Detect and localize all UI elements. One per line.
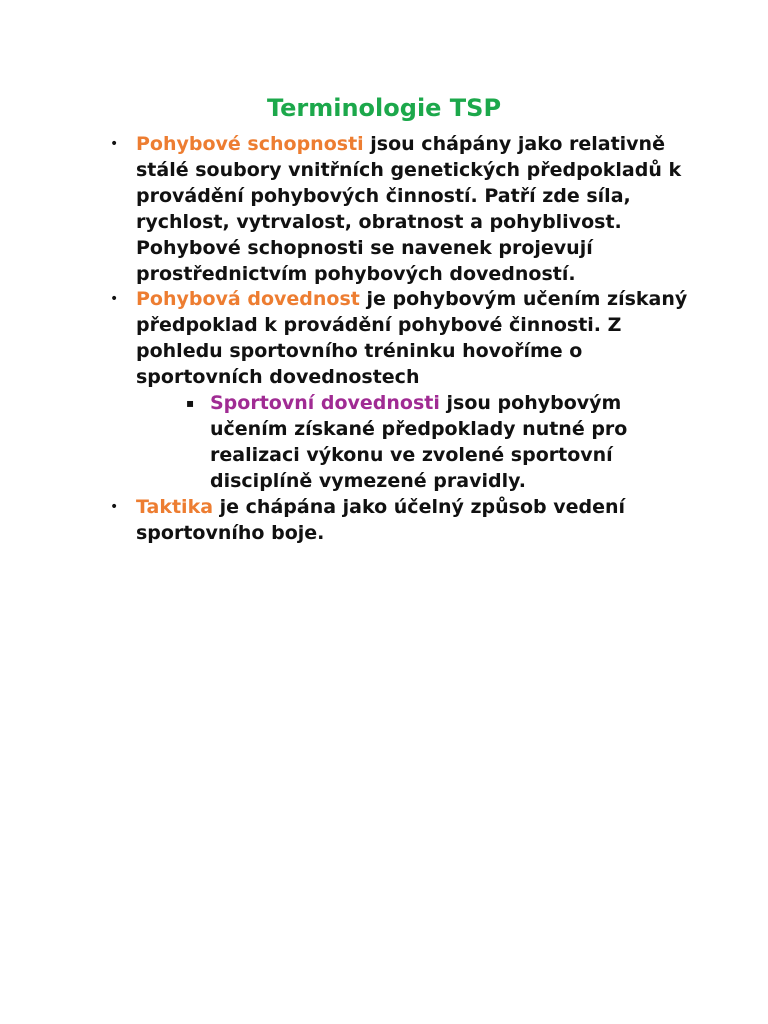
term-highlight: Sportovní dovednosti [210,392,440,415]
bullet-icon: • [110,136,119,152]
bullet-list [0,132,768,547]
square-bullet-icon: ▪ [186,396,195,411]
term-highlight: Pohybové schopnosti [136,133,364,155]
bullet-icon: • [110,291,119,308]
page-title: Terminologie TSP [266,94,502,122]
term-highlight: Pohybová dovednost [136,288,360,311]
list-item [0,495,696,547]
list-item [0,132,696,287]
list-item [0,287,696,391]
term-definition: jsou chápány jako relativně stálé soubory vnitřních genetických předpokladů k provádění pohybových činností. Patří zde síla, rychlost, vytrvalost, obratnost a pohyblivost. Pohybové schopnosti se navenek projevují prostřednictvím pohybových dovedností. [136,133,682,285]
term-definition: jsou pohybovým učením získané předpoklady nutné pro realizaci výkonu ve zvolené sportovní disciplíně vymezené pravidly. [210,392,628,492]
term-highlight: Taktika [136,495,214,518]
term-definition: je pohybovým učením získaný předpoklad k provádění pohybové činnosti. Z pohledu sportovního tréninku hovoříme o sportovních dovednostech [136,288,688,389]
bullet-icon: • [110,498,119,515]
sub-list-item [0,391,670,495]
term-definition: je chápána jako účelný způsob vedení sportovního boje. [136,495,626,544]
